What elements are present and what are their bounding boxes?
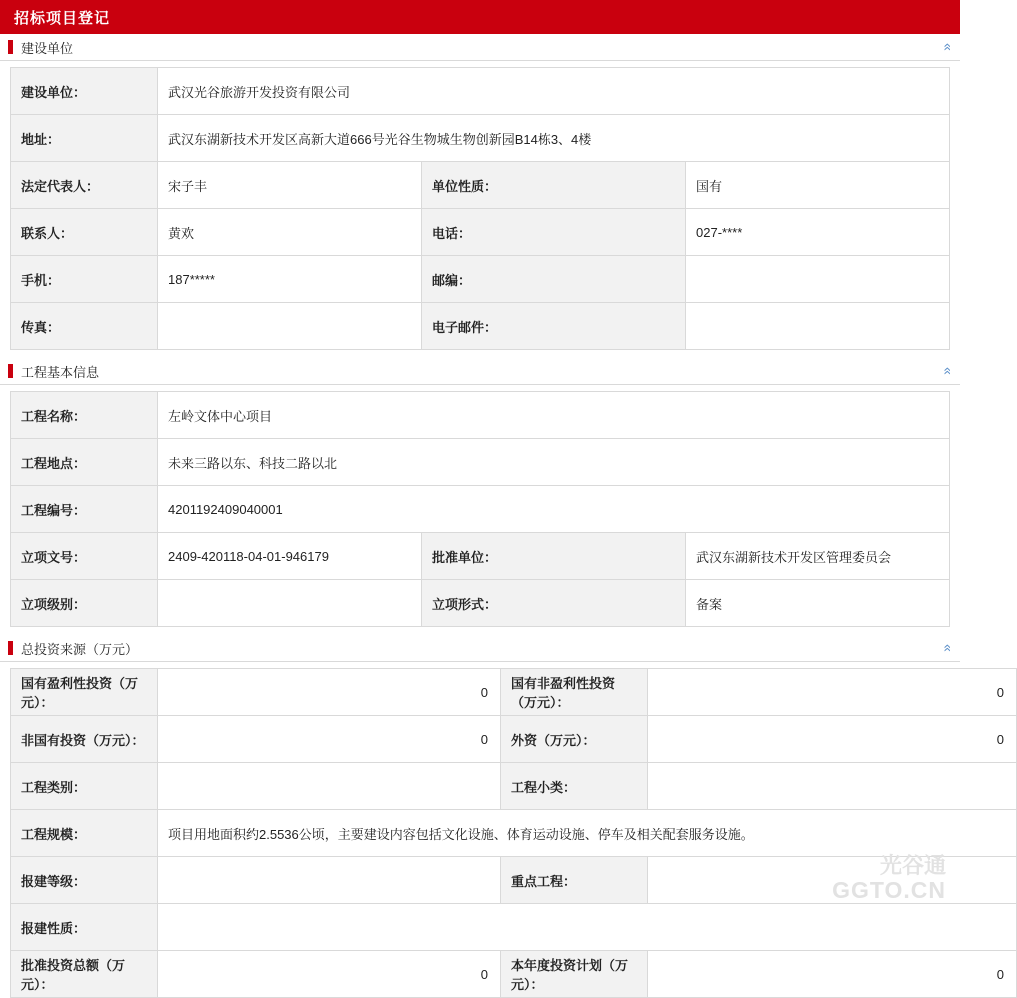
table-row	[11, 904, 1017, 951]
field-label: 批准投资总额（万元）：	[11, 951, 158, 998]
field-value[interactable]: 0	[158, 951, 501, 998]
field-label: 国有非盈利性投资（万元）：	[501, 669, 648, 716]
field-label: 工程类别：	[11, 763, 158, 810]
sections-container	[0, 34, 1004, 998]
field-value[interactable]	[686, 256, 950, 303]
section-construction-unit	[0, 34, 960, 350]
field-value[interactable]: 4201192409040001	[158, 486, 950, 533]
table-row	[11, 533, 950, 580]
watermark-line-2: GGTO.CN	[832, 877, 946, 904]
field-value[interactable]: 项目用地面积约2.5536公顷，主要建设内容包括文化设施、体育运动设施、停车及相关配套服务设施。	[158, 810, 1017, 857]
table-row	[11, 810, 1017, 857]
field-label: 重点工程：	[501, 857, 648, 904]
field-label: 报建等级：	[11, 857, 158, 904]
field-label: 传真：	[11, 303, 158, 350]
section-title: 工程基本信息	[21, 364, 100, 380]
section-header-total-investment-source	[0, 635, 960, 662]
field-label: 外资（万元）：	[501, 716, 648, 763]
field-label: 立项文号：	[11, 533, 158, 580]
section-marker-icon	[8, 641, 13, 655]
field-label: 报建性质：	[11, 904, 158, 951]
field-label: 本年度投资计划（万元）：	[501, 951, 648, 998]
table-row	[11, 580, 950, 627]
table-row	[11, 68, 950, 115]
table-row	[11, 115, 950, 162]
field-value[interactable]: 0	[648, 951, 1017, 998]
field-value[interactable]: 备案	[686, 580, 950, 627]
field-value[interactable]: 0	[648, 669, 1017, 716]
table-row	[11, 256, 950, 303]
field-value[interactable]	[158, 857, 501, 904]
field-value[interactable]: 武汉东湖新技术开发区管理委员会	[686, 533, 950, 580]
window-titlebar	[0, 0, 960, 34]
form-table-total-investment-source	[10, 668, 1017, 998]
field-value[interactable]: 0	[158, 669, 501, 716]
field-label: 法定代表人：	[11, 162, 158, 209]
section-marker-icon	[8, 40, 13, 54]
field-value[interactable]: 未来三路以东、科技二路以北	[158, 439, 950, 486]
field-value[interactable]: 武汉东湖新技术开发区高新大道666号光谷生物城生物创新园B14栋3、4楼	[158, 115, 950, 162]
field-value[interactable]: 027-****	[686, 209, 950, 256]
form-table-project-basic-info	[10, 391, 950, 627]
table-row	[11, 763, 1017, 810]
field-label: 批准单位：	[422, 533, 686, 580]
field-value[interactable]	[158, 303, 422, 350]
section-header-construction-unit	[0, 34, 960, 61]
table-row	[11, 716, 1017, 763]
table-row	[11, 303, 950, 350]
page-title: 招标项目登记	[14, 9, 111, 27]
field-label: 工程规模：	[11, 810, 158, 857]
table-row	[11, 209, 950, 256]
field-value[interactable]: 0	[648, 716, 1017, 763]
field-label: 非国有投资（万元）：	[11, 716, 158, 763]
chevron-up-icon[interactable]: »	[938, 367, 955, 375]
field-label: 联系人：	[11, 209, 158, 256]
section-marker-icon	[8, 364, 13, 378]
form-table-construction-unit	[10, 67, 950, 350]
field-label: 立项级别：	[11, 580, 158, 627]
field-label: 手机：	[11, 256, 158, 303]
field-value[interactable]	[686, 303, 950, 350]
field-value[interactable]: 2409-420118-04-01-946179	[158, 533, 422, 580]
field-value[interactable]: 宋子丰	[158, 162, 422, 209]
field-label: 工程小类：	[501, 763, 648, 810]
table-row	[11, 857, 1017, 904]
field-label: 立项形式：	[422, 580, 686, 627]
field-value[interactable]	[158, 904, 1017, 951]
chevron-up-icon[interactable]: »	[938, 43, 955, 51]
field-value[interactable]	[158, 580, 422, 627]
field-value[interactable]: 0	[158, 716, 501, 763]
section-title: 总投资来源（万元）	[21, 641, 139, 657]
chevron-up-icon[interactable]: »	[938, 644, 955, 652]
field-value[interactable]	[648, 857, 1017, 904]
table-row	[11, 951, 1017, 998]
field-label: 建设单位：	[11, 68, 158, 115]
section-header-project-basic-info	[0, 358, 960, 385]
field-label: 工程地点：	[11, 439, 158, 486]
field-label: 工程名称：	[11, 392, 158, 439]
field-value[interactable]: 黄欢	[158, 209, 422, 256]
field-label: 地址：	[11, 115, 158, 162]
section-total-investment-source	[0, 635, 1004, 998]
watermark-line-1: 光谷通	[879, 852, 946, 878]
field-value[interactable]: 187*****	[158, 256, 422, 303]
field-label: 工程编号：	[11, 486, 158, 533]
field-label: 邮编：	[422, 256, 686, 303]
field-label: 电话：	[422, 209, 686, 256]
table-row	[11, 669, 1017, 716]
table-row	[11, 392, 950, 439]
table-row	[11, 162, 950, 209]
table-row	[11, 486, 950, 533]
field-label: 单位性质：	[422, 162, 686, 209]
field-value[interactable]: 武汉光谷旅游开发投资有限公司	[158, 68, 950, 115]
field-value[interactable]: 国有	[686, 162, 950, 209]
field-label: 国有盈利性投资（万元）：	[11, 669, 158, 716]
field-value[interactable]: 左岭文体中心项目	[158, 392, 950, 439]
field-value[interactable]	[648, 763, 1017, 810]
section-project-basic-info	[0, 358, 960, 627]
section-title: 建设单位	[21, 40, 74, 56]
table-row	[11, 439, 950, 486]
field-label: 电子邮件：	[422, 303, 686, 350]
field-value[interactable]	[158, 763, 501, 810]
